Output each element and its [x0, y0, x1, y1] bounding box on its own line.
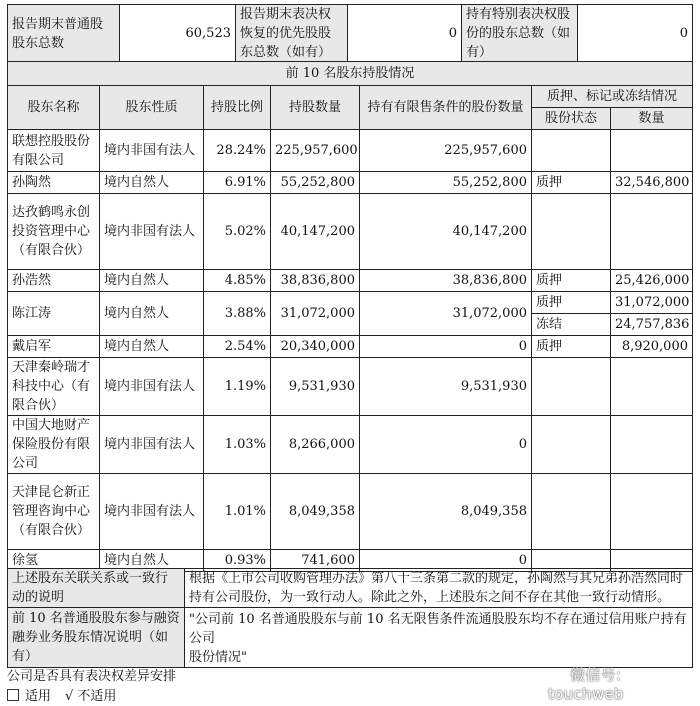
- preferred-shareholders-value: 0: [348, 5, 462, 63]
- preferred-shareholders-label: 报告期末表决权恢复的优先股股东总数（如有）: [236, 5, 348, 63]
- watermark-text: 微信号: touchweb: [548, 666, 624, 703]
- pledge-qty: [611, 130, 693, 172]
- checkbox-empty-icon: [7, 689, 19, 701]
- restricted-qty: 55,252,800: [360, 172, 532, 194]
- table-row: [8, 292, 693, 314]
- holding-qty: 8,266,000: [271, 416, 360, 474]
- pledge-qty: 25,426,000: [611, 270, 693, 292]
- shareholder-type: 境内自然人: [100, 336, 204, 358]
- table-row: [8, 416, 693, 474]
- watermark: [548, 664, 700, 703]
- holding-ratio: 1.19%: [204, 358, 271, 416]
- pledge-status: [532, 130, 611, 172]
- holding-ratio: 6.91%: [204, 172, 271, 194]
- top10-shareholders-table: [7, 61, 693, 572]
- pledge-qty: 32,546,800: [611, 172, 693, 194]
- holding-ratio: 28.24%: [204, 130, 271, 172]
- shareholder-type: 境内非国有法人: [100, 474, 204, 550]
- special-voting-label: 持有特别表决权股份的股东总数（如有）: [462, 5, 578, 63]
- table-row: [8, 194, 693, 270]
- holding-ratio: 1.03%: [204, 416, 271, 474]
- holding-qty: 20,340,000: [271, 336, 360, 358]
- restricted-qty: 8,049,358: [360, 474, 532, 550]
- table-row: [8, 270, 693, 292]
- margin-trading-line1: "公司前 10 名普通股股东与前 10 名无限售条件流通股股东均不存在通过信用账户持有公司: [189, 612, 687, 646]
- holding-ratio: 3.88%: [204, 292, 271, 336]
- shareholder-name: 孙浩然: [8, 270, 100, 292]
- holding-qty: 40,147,200: [271, 194, 360, 270]
- pledge-qty: 31,072,000: [611, 292, 693, 314]
- restricted-qty: 0: [360, 416, 532, 474]
- holding-ratio: 1.01%: [204, 474, 271, 550]
- holding-ratio: 5.02%: [204, 194, 271, 270]
- restricted-qty: 0: [360, 550, 532, 572]
- restricted-qty: 9,531,930: [360, 358, 532, 416]
- shareholder-name: 天津秦岭瑞才科技中心（有限合伙）: [8, 358, 100, 416]
- shareholder-type: 境内自然人: [100, 292, 204, 336]
- header-pledge-group: 质押、标记或冻结情况: [532, 86, 693, 108]
- shareholder-name: 中国大地财产保险股份有限公司: [8, 416, 100, 474]
- total-shareholders-value: 60,523: [120, 5, 236, 63]
- restricted-qty: 225,957,600: [360, 130, 532, 172]
- pledge-status: 质押: [532, 270, 611, 292]
- shareholder-type: 境内自然人: [100, 550, 204, 572]
- checkmark-icon: √: [65, 689, 74, 704]
- margin-trading-text: [185, 608, 693, 668]
- pledge-status: 质押: [532, 292, 611, 314]
- header-pledge-qty: 数量: [611, 108, 693, 130]
- restricted-qty: 40,147,200: [360, 194, 532, 270]
- shareholder-type: 境内非国有法人: [100, 194, 204, 270]
- holding-qty: 31,072,000: [271, 292, 360, 336]
- option-not-applicable: 不适用: [77, 689, 117, 704]
- holding-qty: 8,049,358: [271, 474, 360, 550]
- table-row: [8, 130, 693, 172]
- notes-table: [7, 568, 693, 668]
- pledge-qty: [611, 416, 693, 474]
- voting-difference-question: 公司是否具有表决权差异安排: [7, 669, 177, 684]
- wechat-icon: [548, 668, 566, 682]
- header-pledge-status: 股份状态: [532, 108, 611, 130]
- pledge-status: 质押: [532, 172, 611, 194]
- shareholder-name: 孙陶然: [8, 172, 100, 194]
- freeze-status: 冻结: [532, 314, 611, 336]
- voting-difference-options: [7, 688, 116, 706]
- special-voting-value: 0: [578, 5, 693, 63]
- shareholder-name: 徐氢: [8, 550, 100, 572]
- shareholder-type: 境内自然人: [100, 172, 204, 194]
- margin-trading-line2: 股份情况": [189, 650, 247, 665]
- table-row: [8, 172, 693, 194]
- related-parties-label: 上述股东关联关系或一致行动的说明: [8, 569, 185, 608]
- header-name: 股东名称: [8, 86, 100, 130]
- table-row: [8, 474, 693, 550]
- section-title: 前 10 名股东持股情况: [8, 62, 693, 86]
- shareholder-name: 联想控股股份有限公司: [8, 130, 100, 172]
- pledge-status: 质押: [532, 336, 611, 358]
- table-row: [8, 336, 693, 358]
- shareholder-summary-table: [7, 4, 693, 63]
- holding-qty: 38,836,800: [271, 270, 360, 292]
- pledge-qty: [611, 474, 693, 550]
- pledge-status: [532, 416, 611, 474]
- holding-ratio: 2.54%: [204, 336, 271, 358]
- pledge-qty: 8,920,000: [611, 336, 693, 358]
- table-row: [8, 358, 693, 416]
- holding-ratio: 0.93%: [204, 550, 271, 572]
- holding-ratio: 4.85%: [204, 270, 271, 292]
- shareholder-type: 境内非国有法人: [100, 130, 204, 172]
- restricted-qty: 38,836,800: [360, 270, 532, 292]
- freeze-qty: 24,757,836: [611, 314, 693, 336]
- holding-qty: 9,531,930: [271, 358, 360, 416]
- pledge-status: [532, 358, 611, 416]
- pledge-status: [532, 474, 611, 550]
- holding-qty: 225,957,600: [271, 130, 360, 172]
- shareholder-type: 境内自然人: [100, 270, 204, 292]
- pledge-qty: [611, 358, 693, 416]
- pledge-qty: [611, 194, 693, 270]
- shareholder-name: 戴启军: [8, 336, 100, 358]
- header-ratio: 持股比例: [204, 86, 271, 130]
- restricted-qty: 0: [360, 336, 532, 358]
- holding-qty: 55,252,800: [271, 172, 360, 194]
- option-applicable: 适用: [25, 689, 52, 704]
- pledge-status: [532, 194, 611, 270]
- holding-qty: 741,600: [271, 550, 360, 572]
- shareholder-name: 达孜鹤鸣永创投资管理中心（有限合伙）: [8, 194, 100, 270]
- related-parties-text: 根据《上市公司收购管理办法》第八十三条第二款的规定，孙陶然与其兄弟孙浩然同时持有公司股份，为一致行动人。除此之外，上述股东之间不存在其他一致行动情形。: [185, 569, 693, 608]
- restricted-qty: 31,072,000: [360, 292, 532, 336]
- margin-trading-label: 前 10 名普通股股东参与融资融券业务股东情况说明（如有）: [8, 608, 185, 668]
- header-type: 股东性质: [100, 86, 204, 130]
- header-restricted: 持有有限售条件的股份数量: [360, 86, 532, 130]
- shareholder-type: 境内非国有法人: [100, 358, 204, 416]
- total-shareholders-label: 报告期末普通股股东总数: [8, 5, 120, 63]
- shareholder-name: 天津昆仑新正管理咨询中心（有限合伙）: [8, 474, 100, 550]
- header-qty: 持股数量: [271, 86, 360, 130]
- shareholder-name: 陈江涛: [8, 292, 100, 336]
- shareholder-type: 境内非国有法人: [100, 416, 204, 474]
